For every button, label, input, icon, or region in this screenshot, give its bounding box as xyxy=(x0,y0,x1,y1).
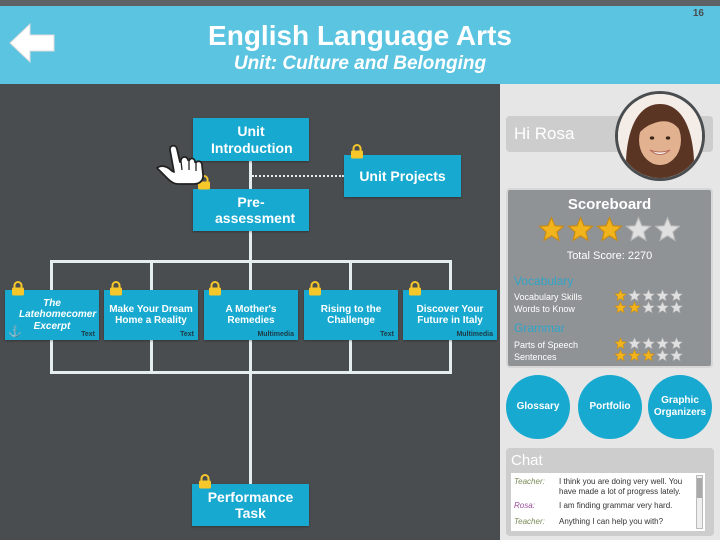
scoreboard-title: Scoreboard xyxy=(567,196,652,213)
lock-icon xyxy=(408,281,422,296)
star-filled-icon xyxy=(614,301,627,314)
skill-stars xyxy=(614,301,684,319)
lesson-tag: Text xyxy=(380,330,394,338)
star-filled-icon xyxy=(538,216,565,243)
star-filled-icon xyxy=(567,216,594,243)
lesson-node-dream-home[interactable] xyxy=(104,290,198,340)
star-filled-icon xyxy=(614,349,627,362)
star-empty-icon xyxy=(654,216,681,243)
skill-stars xyxy=(614,349,684,367)
student-photo xyxy=(618,94,702,178)
lesson-node-latehomecomer[interactable] xyxy=(5,290,99,340)
star-filled-icon xyxy=(596,216,623,243)
lesson-node-rising-challenge[interactable] xyxy=(304,290,398,340)
lock-icon xyxy=(208,281,222,296)
page-subtitle: Unit: Culture and Belonging xyxy=(233,53,487,74)
connector-line xyxy=(249,230,252,260)
pre-assessment-node[interactable] xyxy=(193,189,309,231)
skill-label: Words to Know xyxy=(514,304,575,314)
chat-sender: Rosa: xyxy=(514,501,535,510)
performance-task-label: Performance Task xyxy=(207,488,294,521)
unit-introduction-node[interactable] xyxy=(193,118,309,161)
score-stars xyxy=(508,216,711,248)
lock-icon xyxy=(350,144,364,159)
performance-task-node[interactable] xyxy=(192,484,309,526)
chat-scroll-thumb[interactable] xyxy=(697,478,702,498)
chat-scrollbar[interactable] xyxy=(696,475,703,529)
dotted-connector xyxy=(252,175,344,177)
skill-label: Parts of Speech xyxy=(514,340,579,350)
greeting-text: Hi Rosa xyxy=(514,124,575,143)
lesson-title: Discover Your Future in Italy xyxy=(416,303,484,326)
lock-icon xyxy=(11,281,25,296)
lock-icon xyxy=(308,281,322,296)
page-number: 16 xyxy=(692,8,704,19)
portfolio-button[interactable] xyxy=(578,375,642,439)
unit-introduction-label: Unit Introduction xyxy=(211,123,293,156)
chat-message xyxy=(514,517,704,529)
lesson-tag: Multimedia xyxy=(456,330,493,338)
glossary-label: Glossary xyxy=(516,401,560,412)
category-label: Grammar xyxy=(514,321,565,335)
star-empty-icon xyxy=(625,216,652,243)
pre-assessment-label: Pre-assessment xyxy=(215,193,296,226)
lock-icon xyxy=(109,281,123,296)
scoreboard xyxy=(506,188,713,368)
glossary-button[interactable] xyxy=(506,375,570,439)
skill-label: Vocabulary Skills xyxy=(514,292,583,302)
star-filled-icon xyxy=(642,349,655,362)
chat-text: I think you are doing very well. You have made a lot of progress lately. xyxy=(559,477,683,497)
star-empty-icon xyxy=(642,301,655,314)
star-empty-icon xyxy=(670,349,683,362)
connector-line xyxy=(50,371,452,374)
lesson-title: A Mother's Remedies xyxy=(225,303,277,326)
lock-icon xyxy=(198,474,212,489)
skill-label: Sentences xyxy=(514,352,557,362)
chat-sender: Teacher: xyxy=(514,477,545,486)
star-filled-icon xyxy=(628,349,641,362)
lesson-node-mothers-remedies[interactable] xyxy=(204,290,298,340)
star-empty-icon xyxy=(656,301,669,314)
lesson-tag: Text xyxy=(81,330,95,338)
chat-text: I am finding grammar very hard. xyxy=(559,501,673,510)
lesson-node-discover-italy[interactable] xyxy=(403,290,497,340)
star-empty-icon xyxy=(670,301,683,314)
chat-title: Chat xyxy=(511,452,543,469)
lesson-tag: Multimedia xyxy=(257,330,294,338)
chat-panel xyxy=(506,448,714,536)
star-empty-icon xyxy=(656,349,669,362)
chat-sender: Teacher: xyxy=(514,517,545,526)
lesson-tag: Text xyxy=(180,330,194,338)
chat-message xyxy=(514,501,704,513)
unit-projects-label: Unit Projects xyxy=(359,167,446,184)
star-filled-icon xyxy=(628,301,641,314)
sidebar xyxy=(500,84,720,540)
total-score: Total Score: 2270 xyxy=(566,250,653,262)
unit-map xyxy=(0,84,500,540)
hand-pointer-icon xyxy=(154,136,208,186)
category-label: Vocabulary xyxy=(514,274,574,288)
lesson-title: Make Your Dream Home a Reality xyxy=(109,303,193,326)
portfolio-label: Portfolio xyxy=(589,401,631,412)
chat-text: Anything I can help you with? xyxy=(559,517,664,526)
chat-message xyxy=(514,477,704,499)
graphic-organizers-label: Graphic Organizers xyxy=(653,395,707,418)
lesson-title: The Latehomecomer Excerpt xyxy=(19,297,97,332)
page-title: English Language Arts xyxy=(208,20,512,51)
header xyxy=(0,6,720,84)
unit-projects-node[interactable] xyxy=(344,155,461,197)
lesson-title: Rising to the Challenge xyxy=(320,303,382,326)
avatar[interactable] xyxy=(615,91,705,181)
anchor-icon: ⚓ xyxy=(8,326,22,339)
chat-messages[interactable] xyxy=(511,473,705,531)
graphic-organizers-button[interactable] xyxy=(648,375,712,439)
